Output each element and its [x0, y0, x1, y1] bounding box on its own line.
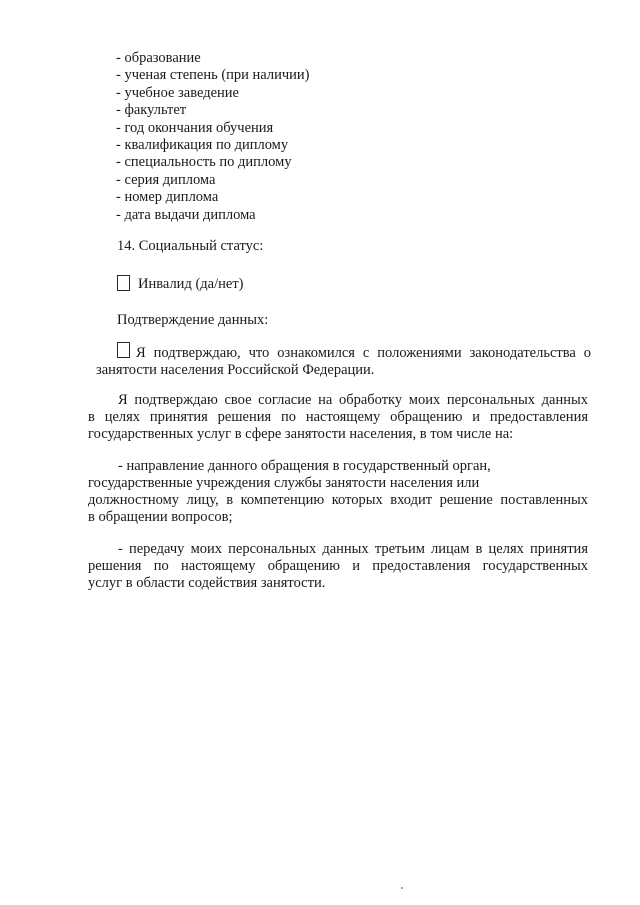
list-item: - факультет: [116, 102, 187, 119]
list-item: - год окончания обучения: [116, 119, 274, 136]
disabled-label: Инвалид (да/нет): [138, 276, 244, 292]
consent-paragraph: [88, 392, 588, 443]
list-item: - ученая степень (при наличии): [116, 67, 310, 84]
list-item: - учебное заведение: [116, 84, 239, 101]
list-item: - образование: [116, 50, 201, 66]
consent-item-direction: [88, 458, 588, 526]
consent-line: Я подтверждаю свое согласие на обработку моих персональных данных: [118, 392, 588, 408]
disabled-checkbox[interactable]: [117, 275, 130, 291]
scan-speck: [401, 887, 403, 889]
consent-item-line: - направление данного обращения в государственный орган,: [118, 458, 491, 474]
consent-item-line: - передачу моих персональных данных третьим лицам в целях принятия: [118, 541, 588, 557]
consent-line: государственных услуг в сфере занятости населения, в том числе на:: [88, 426, 514, 442]
confirmation-heading: Подтверждение данных:: [117, 312, 269, 328]
consent-item-line: услуг в области содействия занятости.: [88, 575, 326, 591]
consent-item-line: должностному лицу, в компетенцию которых входит решение поставленных: [88, 492, 588, 508]
list-item: - серия диплома: [116, 171, 216, 188]
consent-item-line: в обращении вопросов;: [88, 509, 233, 525]
list-item: - специальность по диплому: [116, 154, 292, 171]
law-acknowledgement-line: занятости населения Российской Федерации.: [96, 362, 375, 378]
consent-line: в целях принятия решения по настоящему обращению и предоставления: [88, 409, 588, 425]
law-acknowledgement-line: Я подтверждаю, что ознакомился с положениями законодательства о: [136, 345, 591, 361]
list-item: - квалификация по диплому: [116, 137, 289, 154]
list-item: - дата выдачи диплома: [116, 206, 256, 223]
law-acknowledgement-text: [96, 345, 591, 379]
social-status-heading: 14. Социальный статус:: [117, 238, 264, 254]
consent-item-line: решения по настоящему обращению и предоставления государственных: [88, 558, 588, 574]
consent-item-line: государственные учреждения службы занятости населения или: [88, 475, 480, 491]
list-item: - номер диплома: [116, 189, 219, 206]
consent-item-transfer: [88, 541, 588, 592]
education-fields-list: [116, 50, 310, 224]
